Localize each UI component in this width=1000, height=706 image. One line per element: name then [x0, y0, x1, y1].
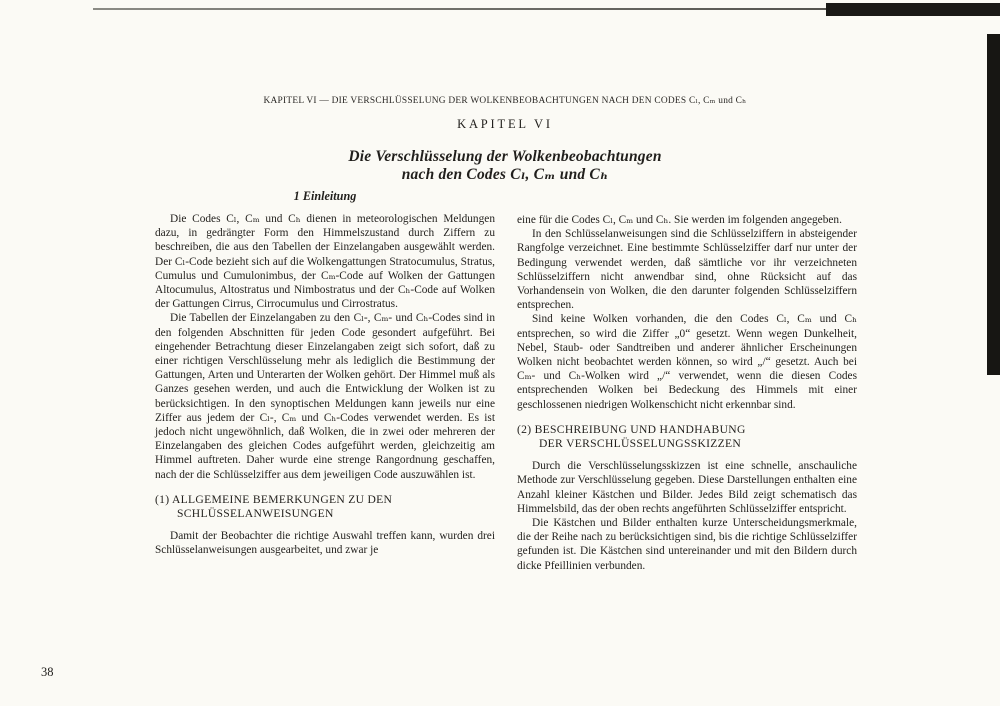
scan-artifact-top-line: [93, 8, 830, 10]
paragraph: Sind keine Wolken vorhanden, die den Codes Cₗ, Cₘ und Cₕ entsprechen, so wird die Ziffer „0“ gesetzt. Wenn wegen Dunkelheit, Nebel, Staub- oder Sandtreiben und anderer ähnlicher Erscheinungen Wolken nicht beobachtet werden können, so wird „/“ gesetzt. Auch bei Cₘ- und Cₕ-Wolken wird „/“ verwendet, wenn die diesen Codes entsprechenden Wolken bei Bedeckung des Himmels mit einer geschlossenen niedrigen Wolkenschicht nicht erkennbar sind.: [517, 313, 857, 411]
subheading-line1: (2) BESCHREIBUNG UND HANDHABUNG: [517, 422, 746, 436]
chapter-heading: KAPITEL VI: [457, 117, 553, 131]
paragraph: eine für die Codes Cₗ, Cₘ und Cₕ. Sie werden im folgenden angegeben.: [517, 214, 842, 226]
subheading-line2: DER VERSCHLÜSSELUNGSSKIZZEN: [539, 437, 742, 451]
document-title-line2: nach den Codes Cₗ, Cₘ und Cₕ: [401, 165, 609, 183]
document-title: [5, 148, 1000, 183]
paragraph: Die Tabellen der Einzelangaben zu den Cₗ-, Cₘ- und Cₕ-Codes sind in den folgenden Abschnitten für jeden Code gesondert aufgeführt. Bei eingehender Betrachtung dieser Einzelangaben zeigt sich sofort, daß zu einer richtigen Verschlüsselung mehr als lediglich die Bestimmung der Gattungen, Arten und Unterarten der Wolken gehört. Der Himmel muß als Ganzes gesehen werden, und auch die Entwicklung der Wolken ist zu berücksichtigen. In den synoptischen Meldungen kann jeweils nur eine Ziffer aus jedem der Cₗ-, Cₘ und Cₕ-Codes verwendet werden. Es ist jedoch nicht ungewöhnlich, daß Wolken, die in zwei oder mehreren der Einzelangaben des gleichen Codes aufgeführt werden, gleichzeitig am Himmel auftreten. Daher wurde eine strenge Rangordnung geschaffen, nach der die Schlüsselziffer aus dem jeweiligen Code auszuwählen ist.: [155, 312, 495, 481]
subheading-beschreibung-handhabung: [517, 423, 857, 451]
running-head: KAPITEL VI — DIE VERSCHLÜSSELUNG DER WOLKENBEOBACHTUNGEN NACH DEN CODES Cₗ, Cₘ und Cₕ: [263, 96, 747, 106]
subheading-line2: SCHLÜSSELANWEISUNGEN: [177, 507, 334, 521]
subheading-line1: (1) ALLGEMEINE BEMERKUNGEN ZU DEN: [155, 492, 393, 506]
scan-artifact-top-right-bar: [826, 3, 1000, 16]
paragraph: Die Kästchen und Bilder enthalten kurze Unterscheidungsmerkmale, die der Reihe nach zu berücksichtigen sind, bis die richtige Schlüsselziffer gefunden ist. Die Kästchen sind untereinander und mit den Bildern durch dicke Pfeillinien verbunden.: [517, 517, 857, 572]
scan-artifact-right-edge-bar: [987, 34, 1000, 375]
text-columns: [155, 189, 857, 573]
page-number: 38: [41, 665, 54, 679]
right-column: [517, 189, 857, 573]
paragraph: In den Schlüsselanweisungen sind die Schlüsselziffern in absteigender Rangfolge verzeichnet. Eine bestimmte Schlüsselziffer darf nur unter der Bedingung verwendet werden, daß sämtliche vor ihr verzeichneten Schlüsselziffern nicht anwendbar sind, ohne Rücksicht auf das Vorhandensein von Wolken, die den darunter folgenden Schlüsselziffern entsprechen.: [517, 228, 857, 312]
paragraph: Durch die Verschlüsselungsskizzen ist eine schnelle, anschauliche Methode zur Verschlüsselung gegeben. Diese Darstellungen enthalten eine Anzahl kleiner Kästchen und Bilder. Jedes Bild zeigt schematisch das Himmelsbild, das der oben rechts angeführten Schlüsselziffer entspricht.: [517, 460, 857, 515]
section-heading-einleitung: 1 Einleitung: [293, 189, 357, 203]
paragraph: Die Codes Cₗ, Cₘ und Cₕ dienen in meteorologischen Meldungen dazu, in gedrängter Form den Himmelszustand durch Ziffern zu beschreiben, die aus den Tabellen der Einzelangaben ausgewählt werden. Der Cₗ-Code bezieht sich auf die Wolkengattungen Stratocumulus, Stratus, Cumulus und Cumulonimbus, der Cₘ-Code auf Wolken der Gattungen Altocumulus, Altostratus und Nimbostratus und der Cₕ-Code auf Wolken der Gattungen Cirrus, Cirrocumulus und Cirrostratus.: [155, 213, 495, 311]
left-column: [155, 189, 495, 573]
paragraph: Damit der Beobachter die richtige Auswahl treffen kann, wurden drei Schlüsselanweisungen ausgearbeitet, und zwar je: [155, 530, 495, 557]
document-title-line1: Die Verschlüsselung der Wolkenbeobachtungen: [348, 148, 662, 165]
subheading-allgemeine-bemerkungen: [155, 493, 495, 521]
